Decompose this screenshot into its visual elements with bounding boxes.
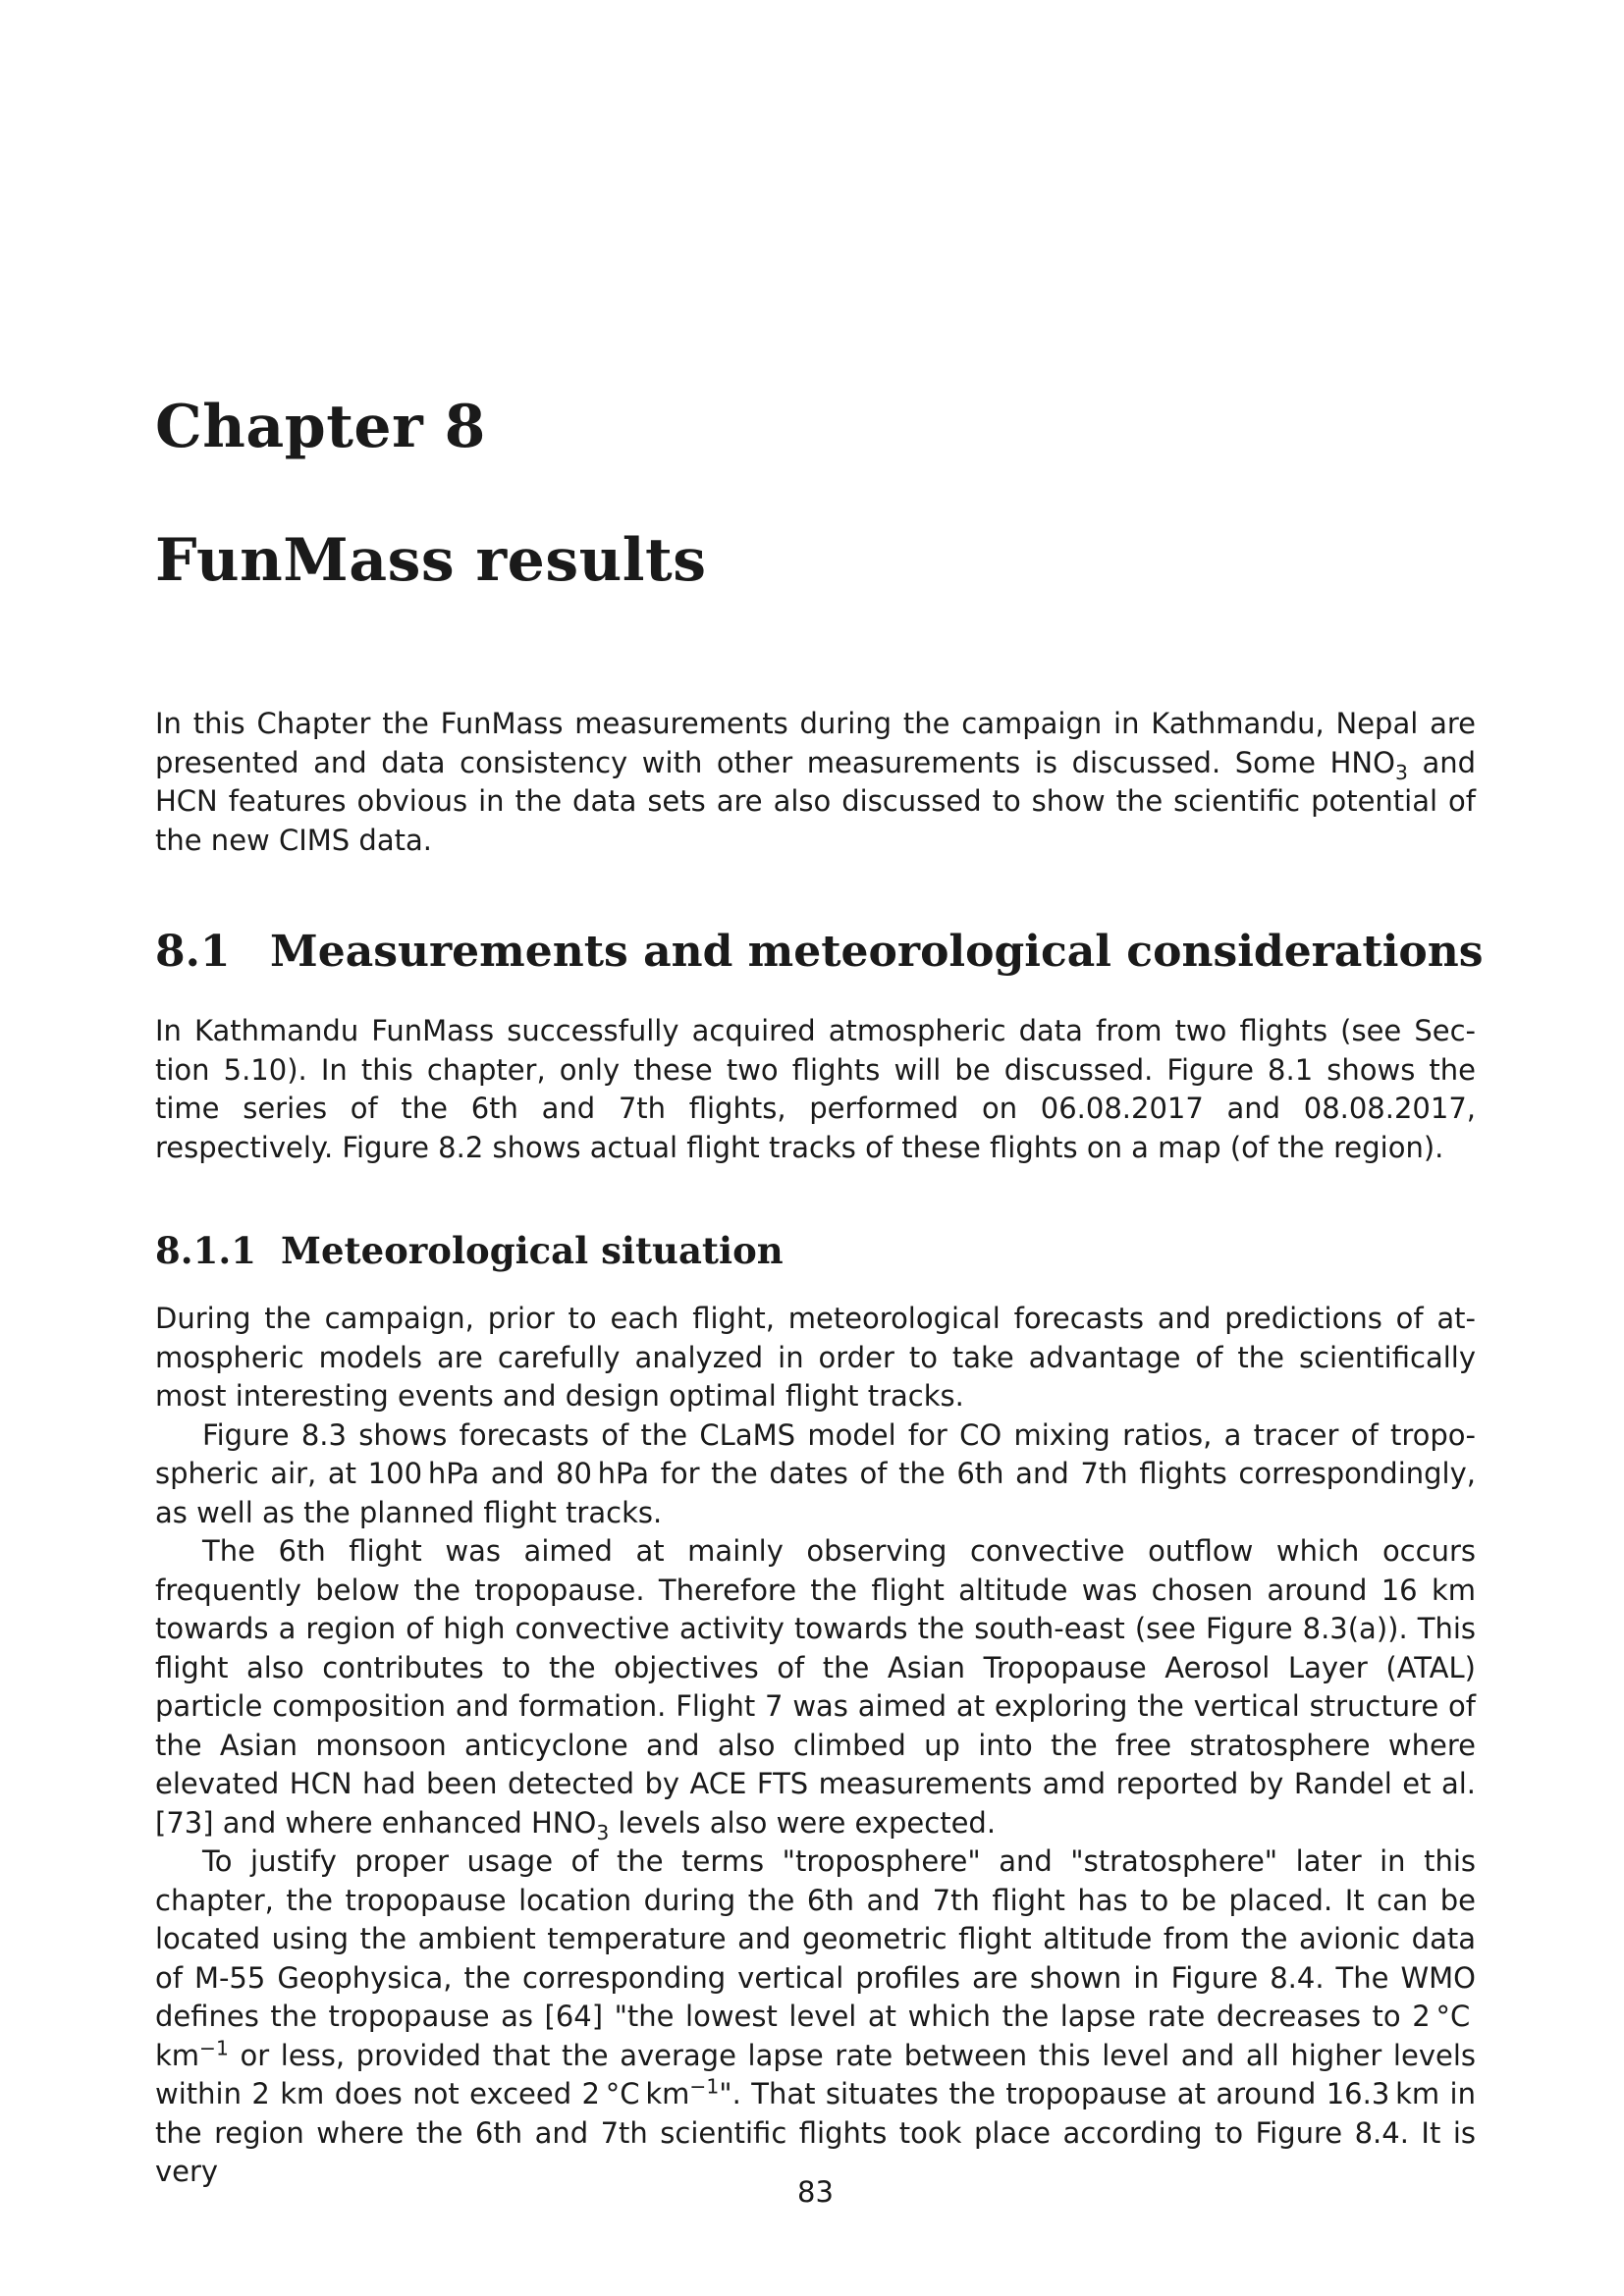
document-page [155,0,1484,2296]
chapter-label: Chapter 8 [155,393,486,461]
intro-paragraph: In this Chapter the FunMass measurements during the campaign in Kathmandu, Nepal are presented and data consistency with other measurements is discussed. Some $HNO_3$ and HCN features obvious in the data sets are also discussed to show the scientific potential of the new CIMS data. [155,707,1477,857]
chapter-title: FunMass results [155,526,707,595]
section-paragraph: In Kathmandu FunMass successfully acquired atmospheric data from two flights (see Section 5.10). In this chapter, only these two flights will be discussed. Figure 8.1 shows the time series of the 6th and 7th flights, performed on 06.08.2017 and 08.08.2017, respectively. Figure 8.2 shows actual flight tracks of these flights on a map (of the region). [155,1014,1476,1164]
subsection-number: 8.1.1 [155,1229,256,1272]
section-heading [155,927,1484,977]
subsection-body [155,1300,1476,2192]
subsection-title: Meteorological situation [281,1229,784,1272]
paragraph-2: Figure 8.3 shows forecasts of the CLaMS model for CO mixing ratios, a tracer of tropospheric air, at 100 hPa and 80 hPa for the dates of the 6th and 7th flights correspondingly, as well as the planned flight tracks. [155,1417,1476,1529]
section-number: 8.1 [155,927,231,977]
paragraph-3: The 6th flight was aimed at mainly observing convective outflow which occurs frequently below the tropopause. Therefore the flight altitude was chosen around 16 km towards a region of high convective activity towards the south-east (see Figure 8.3(a)). This flight also contributes to the objectives of the Asian Tropopause Aerosol Layer (ATAL) particle composition and formation. Flight 7 was aimed at exploring the vertical structure of the Asian monsoon anticyclone and also climbed up into the free stratosphere where elevated HCN had been detected by ACE FTS measurements amd reported by Randel et al. [73] and where enhanced $HNO_3$ levels also were expected. [155,1534,1476,1844]
page-number: 83 [797,2175,834,2209]
section-title: Measurements and meteorological considerations [270,927,1484,977]
paragraph-4: To justify proper usage of the terms "troposphere" and "stratosphere" later in this chapter, the tropopause location during the 6th and 7th flight has to be placed. It can be located using the ambient temperature and geometric flight altitude from the avionic data of M-55 Geophysica, the corresponding vertical profiles are shown in Figure 8.4. The WMO defines the tropopause as [64] "the lowest level at which the lapse rate decreases to 2 °C $km^{-1}$ or less, provided that the average lapse rate between this level and all higher levels within 2 km does not exceed 2 °C $km^{-1}$". That situates the tropopause at around 16.3 km in the region where the 6th and 7th scientific flights took place according to Figure 8.4. It is very [155,1844,1476,2188]
subsection-heading [155,1229,784,1272]
paragraph-1: During the campaign, prior to each flight, meteorological forecasts and predictions of atmospheric models are carefully analyzed in order to take advantage of the scientifically most interesting events and design optimal flight tracks. [155,1302,1476,1413]
